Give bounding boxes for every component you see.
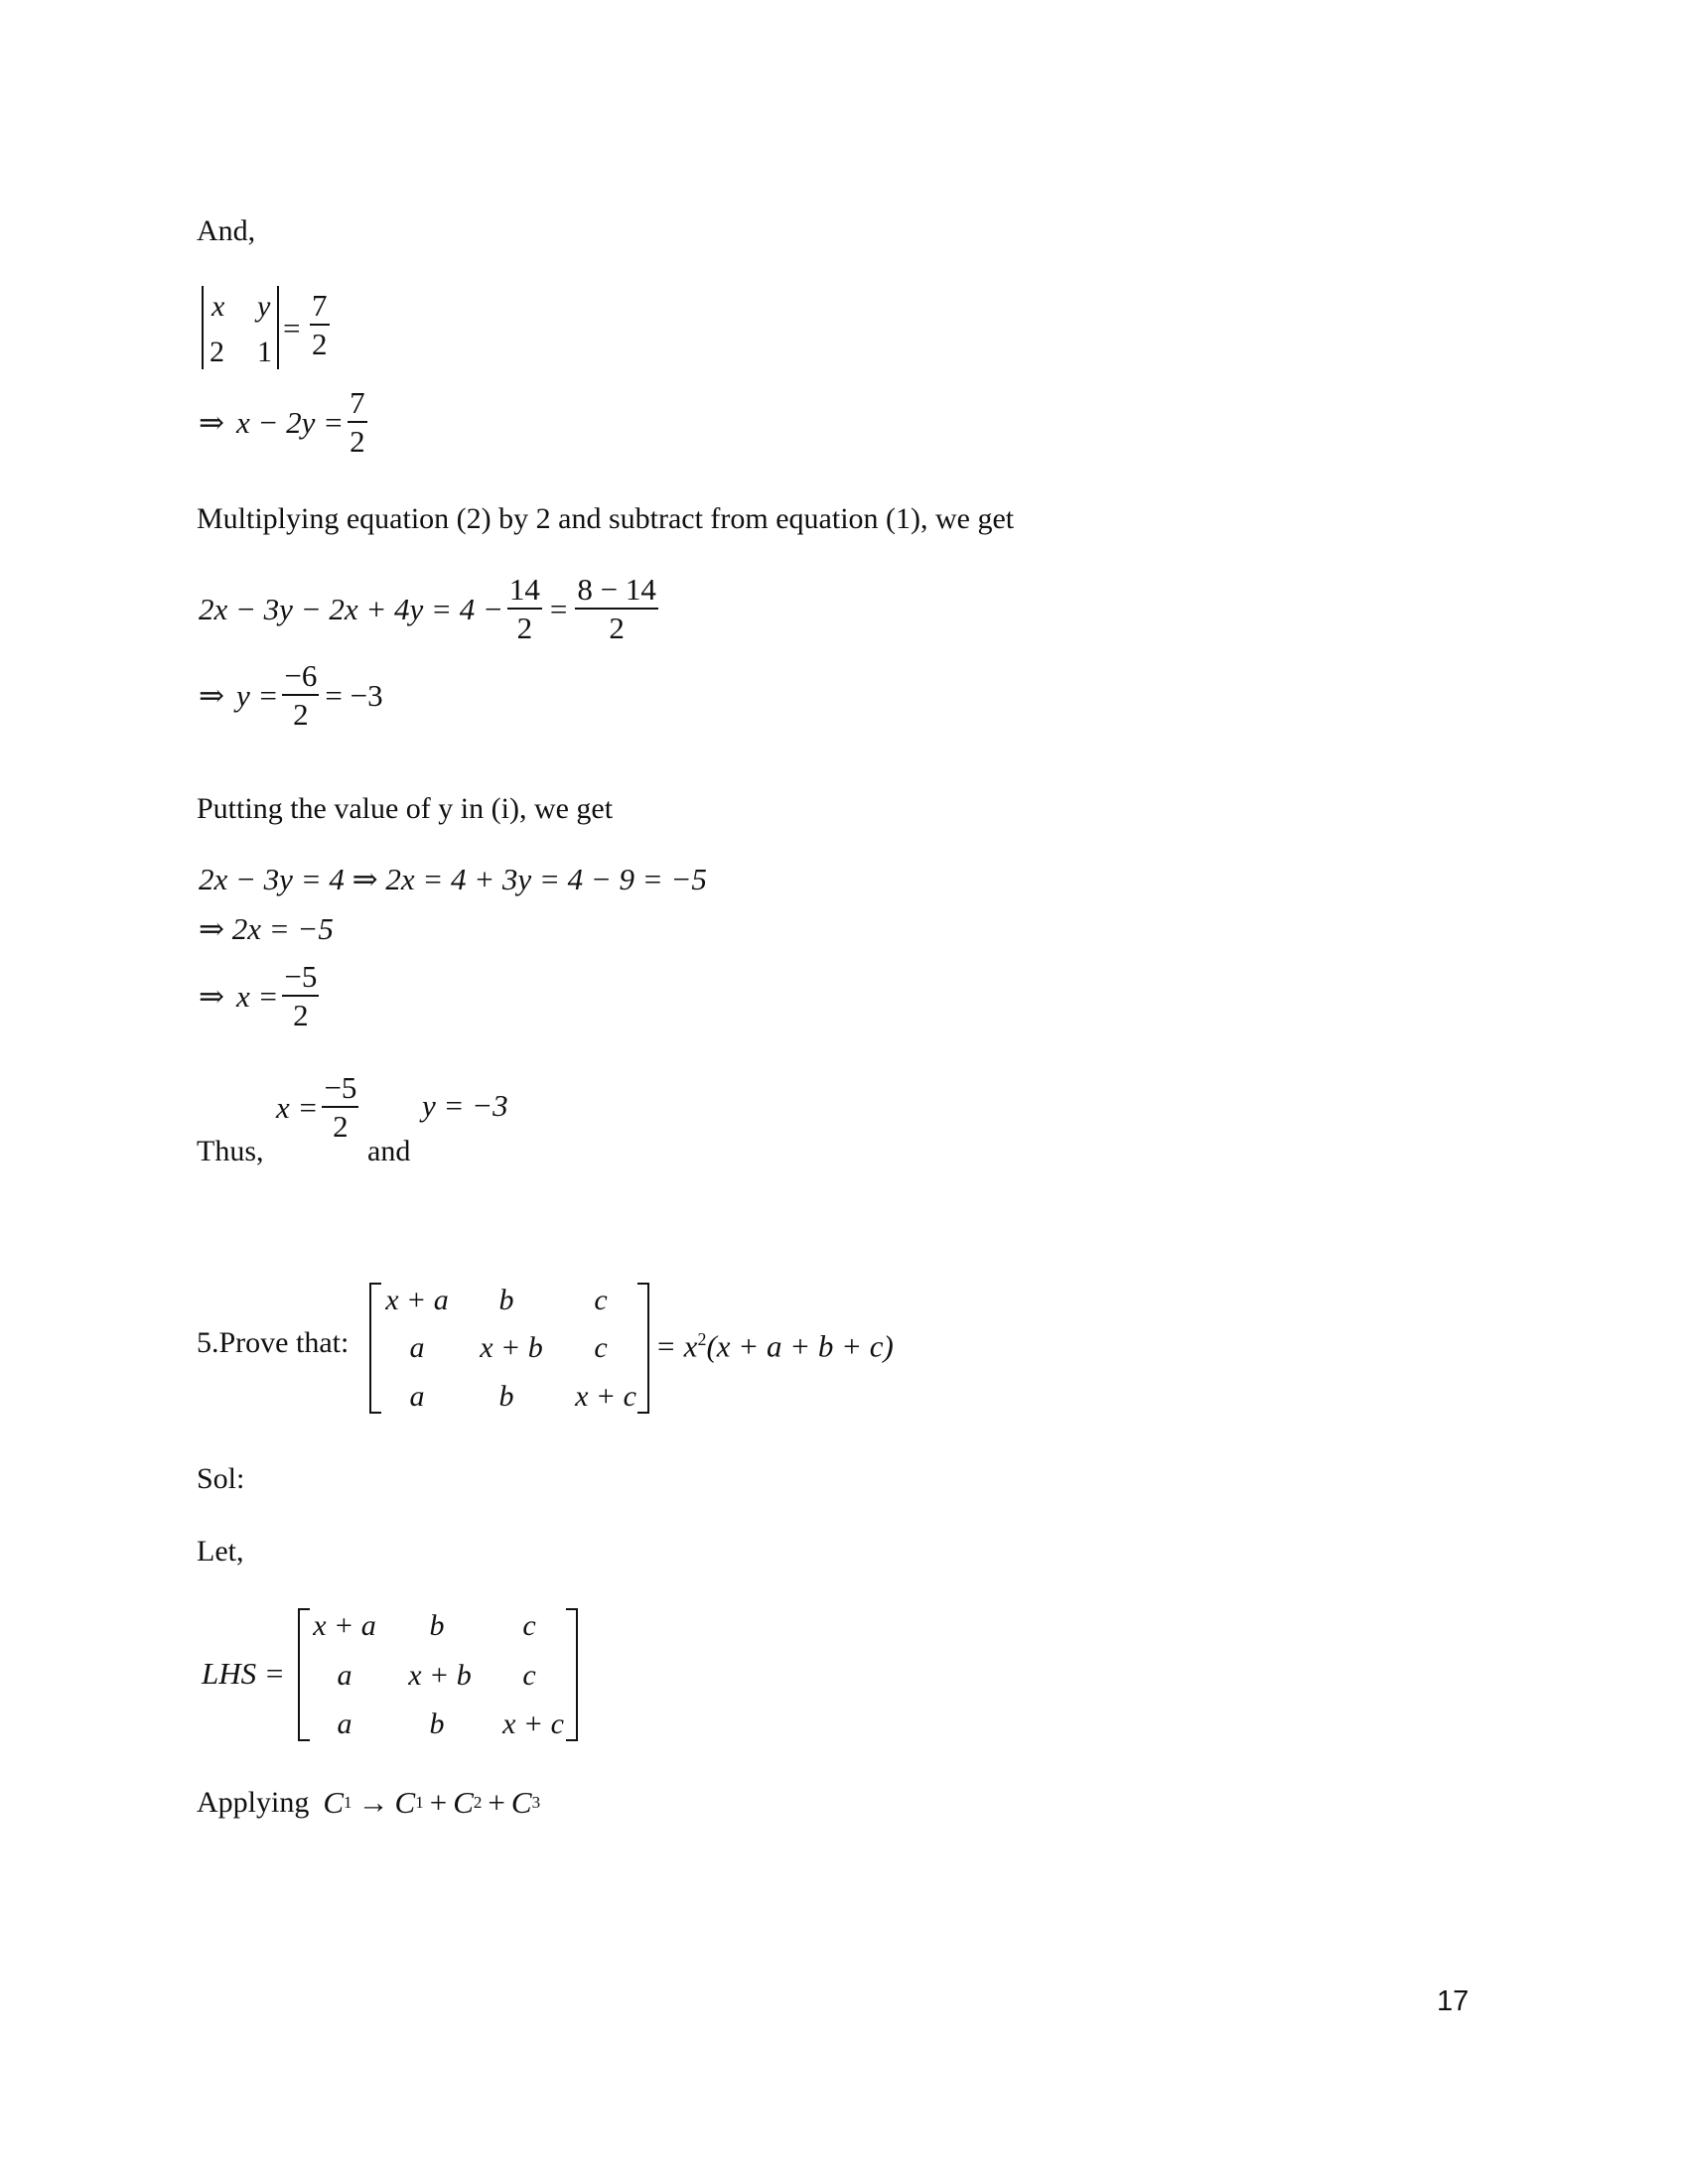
frac2-num: 8 − 14 bbox=[575, 574, 657, 610]
frac-den: 2 bbox=[333, 1109, 349, 1144]
and-word: and bbox=[367, 1135, 411, 1167]
det-cell-1: 1 bbox=[257, 336, 272, 368]
rhs-superscript: 2 bbox=[697, 1329, 707, 1349]
determinant-xy bbox=[202, 286, 279, 369]
equation-x-minus-2y bbox=[199, 387, 369, 457]
plus-sign: + bbox=[429, 1785, 448, 1820]
lhs-matrix-cell: x + b bbox=[408, 1659, 472, 1692]
matrix-cell: b bbox=[498, 1380, 514, 1413]
lhs-matrix-cell: a bbox=[337, 1659, 352, 1692]
implies-arrow: ⇒ bbox=[199, 978, 224, 1014]
lhs-matrix-cell: c bbox=[522, 1659, 536, 1692]
det-frac-den: 2 bbox=[312, 327, 328, 361]
arrow-right: → bbox=[357, 1785, 389, 1820]
applying-operation bbox=[197, 1787, 540, 1818]
page-number: 17 bbox=[1437, 1985, 1470, 2017]
equation-putting-1: 2x − 3y = 4 ⇒ 2x = 4 + 3y = 4 − 9 = −5 bbox=[199, 862, 707, 896]
equation-lhs: x − 2y = bbox=[235, 404, 345, 440]
implies-arrow: ⇒ bbox=[199, 677, 224, 713]
plus-sign: + bbox=[488, 1785, 505, 1820]
subscript: 1 bbox=[415, 1792, 424, 1812]
equation-lhs: x = bbox=[235, 978, 279, 1014]
lhs-matrix-cell: x + c bbox=[502, 1707, 564, 1740]
frac2-den: 2 bbox=[609, 611, 625, 645]
subscript: 1 bbox=[344, 1792, 352, 1812]
thus-y-value: y = −3 bbox=[422, 1088, 508, 1123]
det-fraction bbox=[308, 290, 332, 359]
matrix-cell: c bbox=[594, 1284, 608, 1316]
thus-label: Thus, bbox=[197, 1135, 264, 1167]
equation-putting-2: ⇒ 2x = −5 bbox=[199, 911, 334, 946]
rhs-eq: = x bbox=[655, 1328, 698, 1364]
frac-num: −5 bbox=[322, 1072, 358, 1108]
lhs-matrix-cell: c bbox=[522, 1609, 536, 1642]
column-c: C bbox=[510, 1785, 532, 1820]
equation-subtraction bbox=[199, 574, 660, 643]
matrix-cell: x + c bbox=[575, 1380, 636, 1413]
sol-label: Sol: bbox=[197, 1462, 245, 1495]
lhs-matrix-cell: b bbox=[429, 1609, 445, 1642]
matrix-cell: a bbox=[409, 1331, 425, 1364]
matrix-cell: b bbox=[498, 1284, 514, 1316]
matrix-cell: x + a bbox=[385, 1284, 449, 1316]
lhs-matrix-cell: b bbox=[429, 1707, 445, 1740]
det-equals: = bbox=[283, 311, 301, 345]
frac-num: −5 bbox=[282, 961, 319, 997]
frac-den: 2 bbox=[293, 697, 309, 732]
matrix-cell: c bbox=[594, 1331, 608, 1364]
det-cell-x: x bbox=[211, 290, 225, 323]
equation-putting-3 bbox=[199, 961, 321, 1030]
column-c: C bbox=[323, 1785, 345, 1820]
column-c: C bbox=[394, 1785, 416, 1820]
let-label: Let, bbox=[197, 1535, 244, 1568]
subscript: 3 bbox=[531, 1792, 541, 1812]
problem-5-rhs bbox=[655, 1328, 894, 1364]
problem-5-label: 5.Prove that: bbox=[197, 1326, 350, 1359]
lhs-matrix-cell: a bbox=[337, 1707, 352, 1740]
x-lhs: x = bbox=[276, 1089, 319, 1125]
det-cell-2: 2 bbox=[210, 336, 224, 368]
equals-sign: = bbox=[549, 591, 568, 626]
frac1-den: 2 bbox=[516, 611, 533, 645]
putting-text: Putting the value of y in (i), we get bbox=[197, 792, 614, 825]
lhs-label: LHS = bbox=[202, 1656, 285, 1691]
column-c: C bbox=[453, 1785, 474, 1820]
implies-arrow: ⇒ bbox=[199, 404, 224, 440]
frac-num: −6 bbox=[282, 660, 319, 696]
frac-den: 2 bbox=[350, 424, 365, 459]
det-cell-y: y bbox=[257, 290, 271, 323]
applying-label: Applying bbox=[197, 1785, 310, 1819]
multiplying-text: Multiplying equation (2) by 2 and subtract from equation (1), we get bbox=[197, 502, 1015, 535]
frac1-num: 14 bbox=[507, 574, 542, 610]
and-label: And, bbox=[197, 214, 256, 247]
frac-den: 2 bbox=[293, 998, 309, 1032]
rhs-tail: (x + a + b + c) bbox=[706, 1328, 894, 1364]
det-frac-num: 7 bbox=[310, 290, 330, 326]
equation-rhs: = −3 bbox=[325, 677, 383, 713]
lhs-matrix-cell: x + a bbox=[313, 1609, 376, 1642]
frac-num: 7 bbox=[348, 387, 367, 423]
matrix-cell: a bbox=[409, 1380, 425, 1413]
matrix-cell: x + b bbox=[480, 1331, 543, 1364]
equation-lhs: 2x − 3y − 2x + 4y = 4 − bbox=[199, 591, 503, 626]
thus-x-value bbox=[276, 1072, 360, 1142]
equation-lhs: y = bbox=[235, 677, 279, 713]
equation-y-value bbox=[199, 660, 383, 730]
subscript: 2 bbox=[473, 1792, 483, 1812]
